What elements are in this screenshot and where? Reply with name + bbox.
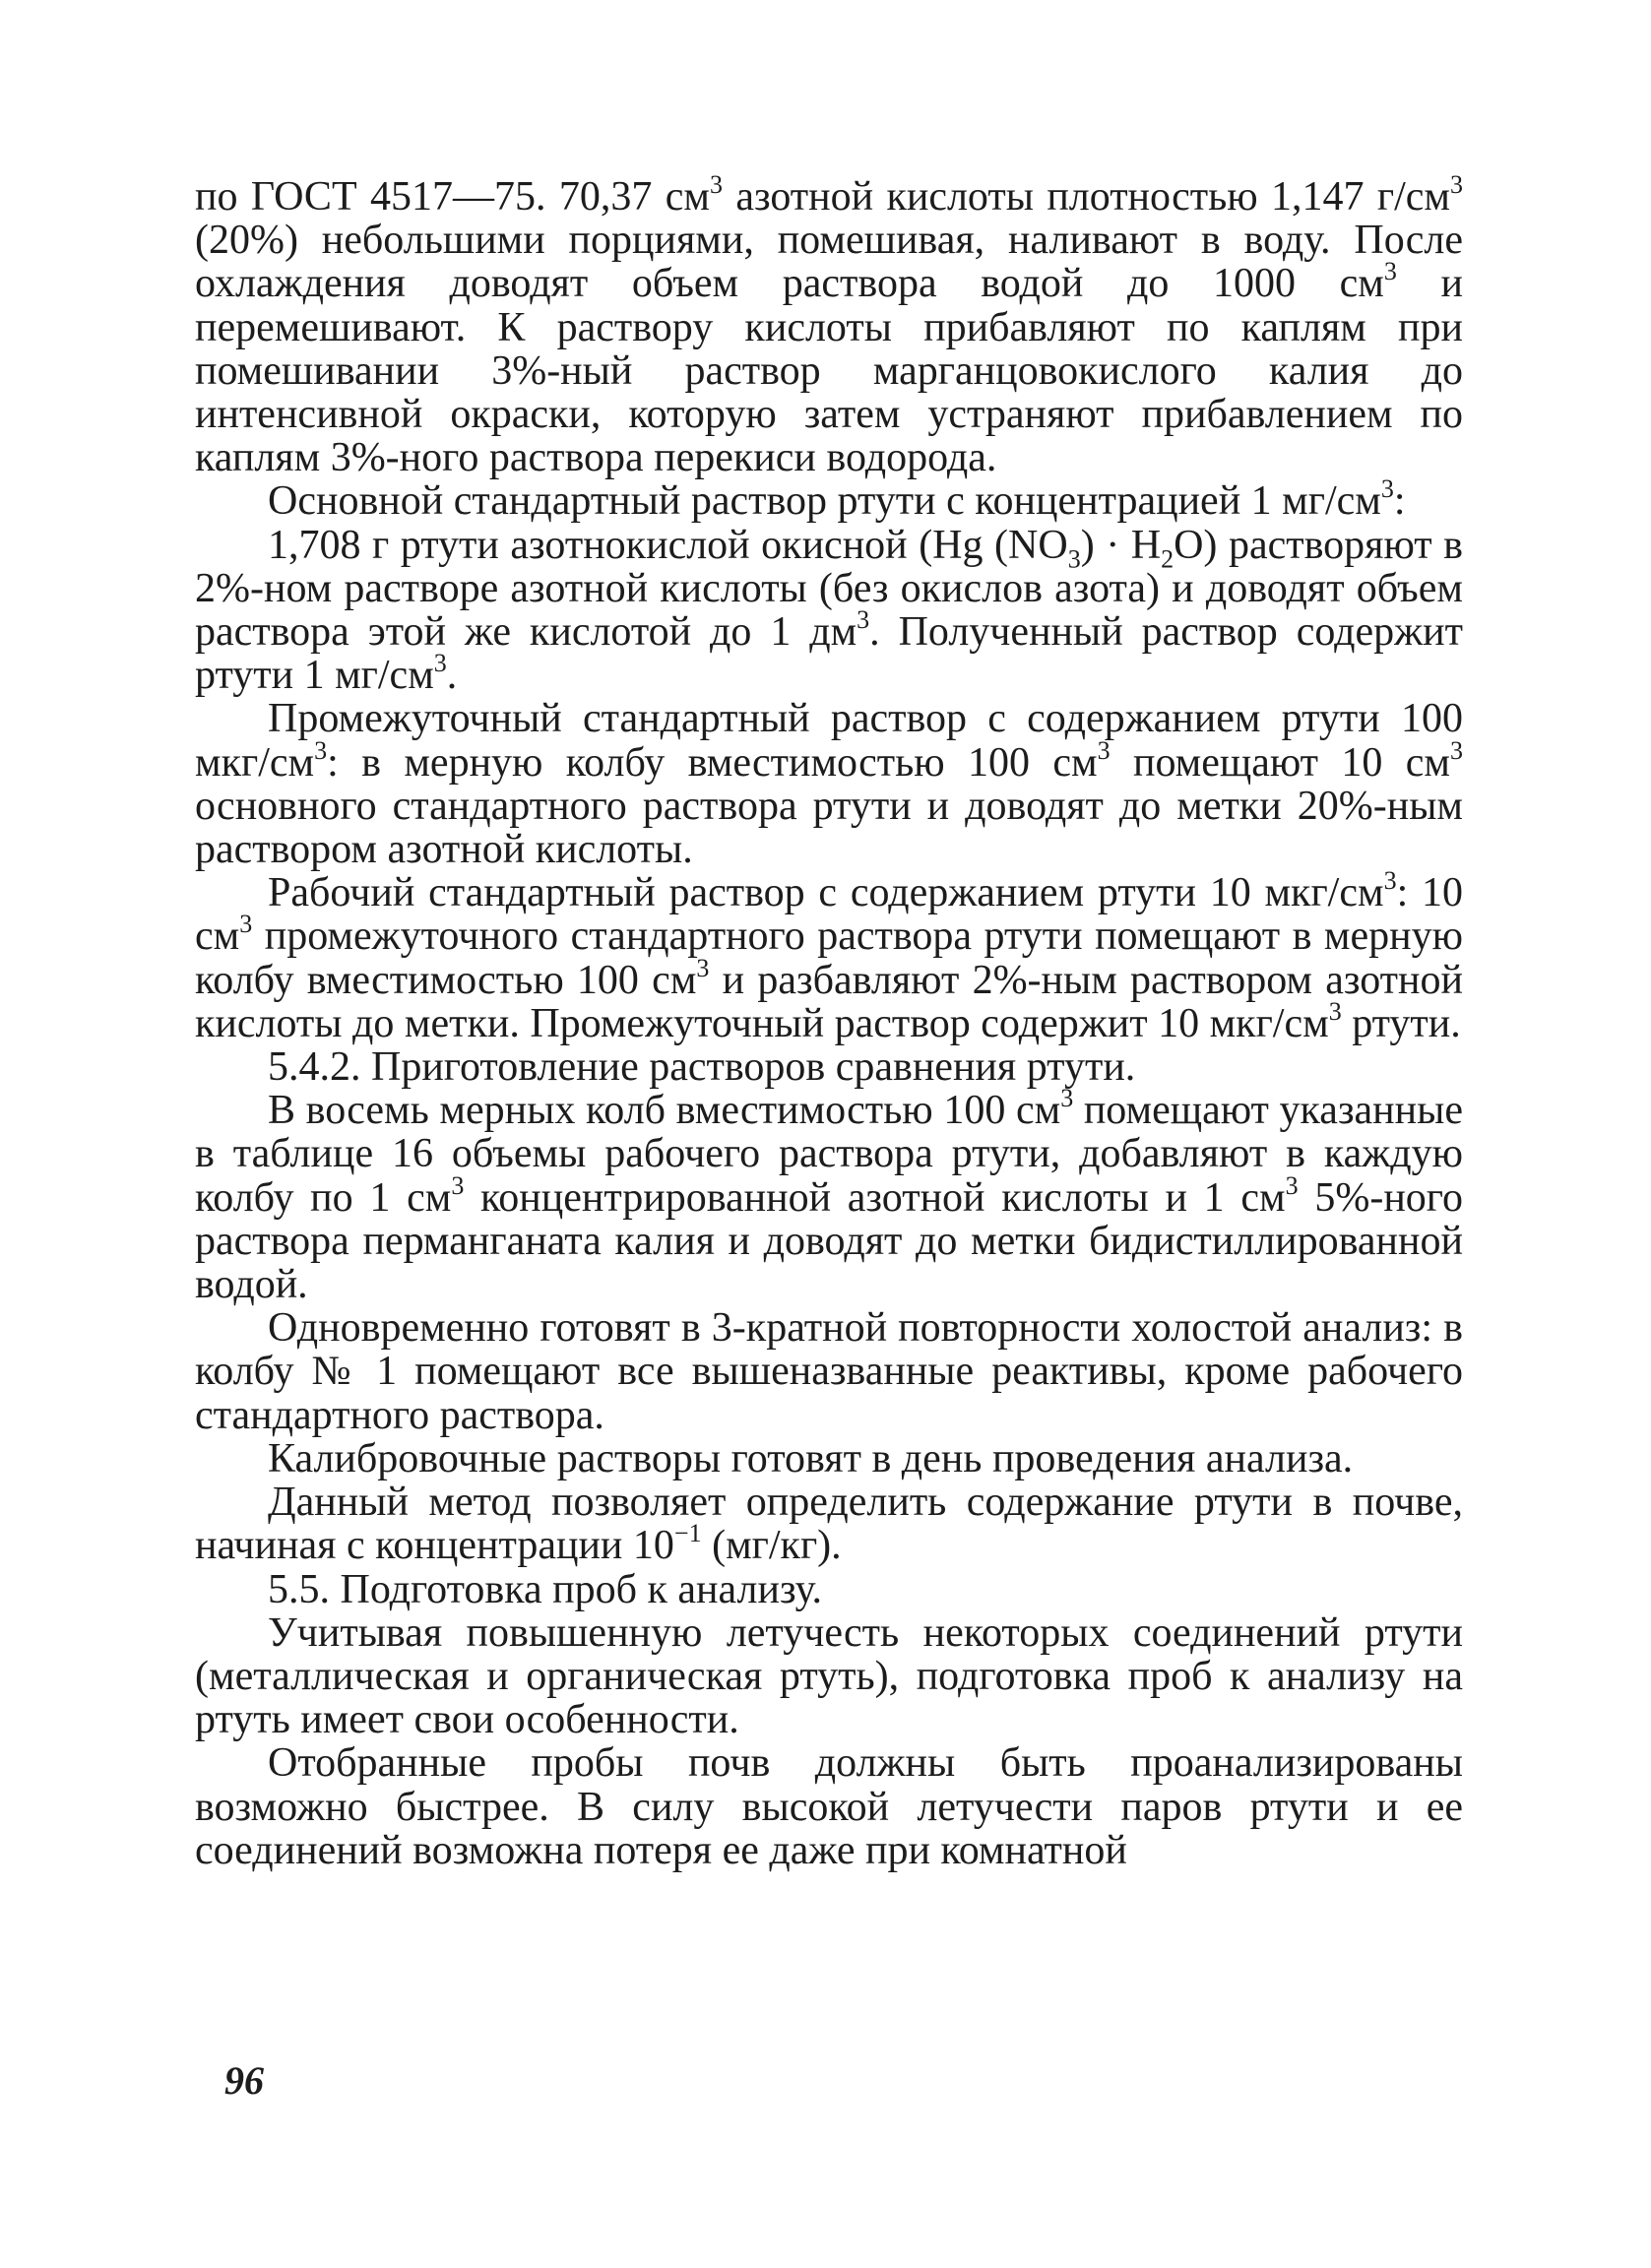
text-run: (20%) небольшими порциями, помешивая, наливают в воду. После охлаждения доводят объем раствора водой до 1000 см xyxy=(195,218,1463,307)
superscript: 3 xyxy=(1097,735,1111,765)
superscript: −1 xyxy=(673,1519,702,1548)
text-run: Учитывая повышенную летучесть некоторых соединений ртути (металлическая и органическая ртуть), подготовка проб к анализу на ртуть имеет свои особенности. xyxy=(195,1609,1463,1743)
text-run: : 10 см xyxy=(195,870,1463,960)
superscript: 3 xyxy=(1328,996,1342,1026)
text-run: 5.4.2. Приготовление растворов сравнения ртути. xyxy=(268,1044,1136,1091)
text-run: (мг/кг). xyxy=(701,1523,842,1569)
text-run: В восемь мерных колб вместимостью 100 см xyxy=(268,1088,1061,1134)
text-run: основного стандартного раствора ртути и доводят до метки 20%-ным раствором азотной кислоты. xyxy=(195,783,1463,873)
text-run: по ГОСТ 4517—75. 70,37 см xyxy=(195,174,710,220)
paragraph xyxy=(195,1306,1463,1437)
text-run: Промежуточный стандартный раствор с содержанием ртути 100 мкг/см xyxy=(195,696,1463,786)
superscript: 3 xyxy=(709,170,723,199)
text-run: Основной стандартный раствор ртути с концентрацией 1 мг/см xyxy=(268,478,1381,525)
text-run: 5%-ного раствора перманганата калия и доводят до метки бидистиллированной водой. xyxy=(195,1174,1463,1308)
superscript: 3 xyxy=(314,735,328,765)
paragraph xyxy=(195,1568,1463,1611)
superscript: 3 xyxy=(696,953,710,982)
paragraph xyxy=(195,1437,1463,1480)
paragraph xyxy=(195,866,1463,1046)
superscript: 3 xyxy=(1383,257,1397,286)
text-run: промежуточного стандартного раствора ртути помещают в мерную колбу вместимостью 100 см xyxy=(195,914,1463,1003)
paragraph xyxy=(195,1084,1463,1308)
paragraph xyxy=(195,474,1463,525)
text-run: ртути. xyxy=(1341,1000,1461,1046)
superscript: 3 xyxy=(239,910,253,939)
text-run: 5.5. Подготовка проб к анализу. xyxy=(268,1566,822,1612)
text-run: Одновременно готовят в 3-кратной повторности холостой анализ: в колбу № 1 помещают все вышеназванные реактивы, кроме рабочего стандартного раствора. xyxy=(195,1305,1463,1438)
text-run: помещают указанные в таблице 16 объемы рабочего раствора ртути, добавляют в каждую колбу по 1 см xyxy=(195,1088,1463,1221)
text-run: . xyxy=(446,653,458,699)
document-body xyxy=(195,170,1463,1873)
paragraph xyxy=(195,1741,1463,1872)
text-run: . Полученный раствор содержит ртути 1 мг/см xyxy=(195,609,1463,699)
text-run: и перемешивают. К раствору кислоты прибавляют по каплям при помешивании 3%-ный раствор марганцовокислого калия до интенсивной окраски, которую затем устраняют прибавлением по каплям 3%-ного раствора перекиси водорода. xyxy=(195,261,1463,481)
text-run: Отобранные пробы почв должны быть проанализированы возможно быстрее. В силу высокой летучести паров ртути и ее соединений возможна потеря ее даже при комнатной xyxy=(195,1740,1463,1873)
paragraph xyxy=(195,524,1463,698)
paragraph xyxy=(195,1045,1463,1089)
text-run: Данный метод позволяет определить содержание ртути в почве, начиная с концентрации 10 xyxy=(195,1480,1463,1569)
superscript: 3 xyxy=(433,649,447,678)
text-run: : xyxy=(1393,478,1406,525)
text-run: : в мерную колбу вместимостью 100 см xyxy=(327,739,1098,786)
page-number: 96 xyxy=(224,2058,264,2103)
text-run: ) · H xyxy=(1080,522,1162,568)
text-run: азотной кислоты плотностью 1,147 г/см xyxy=(722,174,1450,220)
superscript: 3 xyxy=(1450,735,1463,765)
superscript: 3 xyxy=(1449,170,1463,199)
superscript: 3 xyxy=(1285,1170,1299,1200)
superscript: 3 xyxy=(1383,866,1397,896)
text-run: Калибровочные растворы готовят в день проведения анализа. xyxy=(268,1435,1354,1481)
paragraph xyxy=(195,170,1463,481)
superscript: 3 xyxy=(857,605,870,635)
subscript: 3 xyxy=(1067,544,1081,574)
text-run: концентрированной азотной кислоты и 1 см xyxy=(464,1174,1286,1221)
subscript: 2 xyxy=(1161,544,1175,574)
paragraph xyxy=(195,1611,1463,1742)
text-run: 1,708 г ртути азотнокислой окисной (Hg (NO xyxy=(268,522,1068,568)
text-run: Рабочий стандартный раствор с содержанием ртути 10 мкг/см xyxy=(268,870,1384,916)
superscript: 3 xyxy=(451,1170,465,1200)
text-run: помещают 10 см xyxy=(1110,739,1450,786)
text-run: O) растворяют в 2%-ном растворе азотной кислоты (без окислов азота) и доводят объем раствора этой же кислотой до 1 дм xyxy=(195,522,1463,656)
text-run: и разбавляют 2%-ным раствором азотной кислоты до метки. Промежуточный раствор содержит 10 мкг/см xyxy=(195,957,1463,1046)
superscript: 3 xyxy=(1060,1084,1074,1113)
paragraph xyxy=(195,1480,1463,1567)
paragraph xyxy=(195,697,1463,871)
superscript: 3 xyxy=(1380,474,1394,504)
